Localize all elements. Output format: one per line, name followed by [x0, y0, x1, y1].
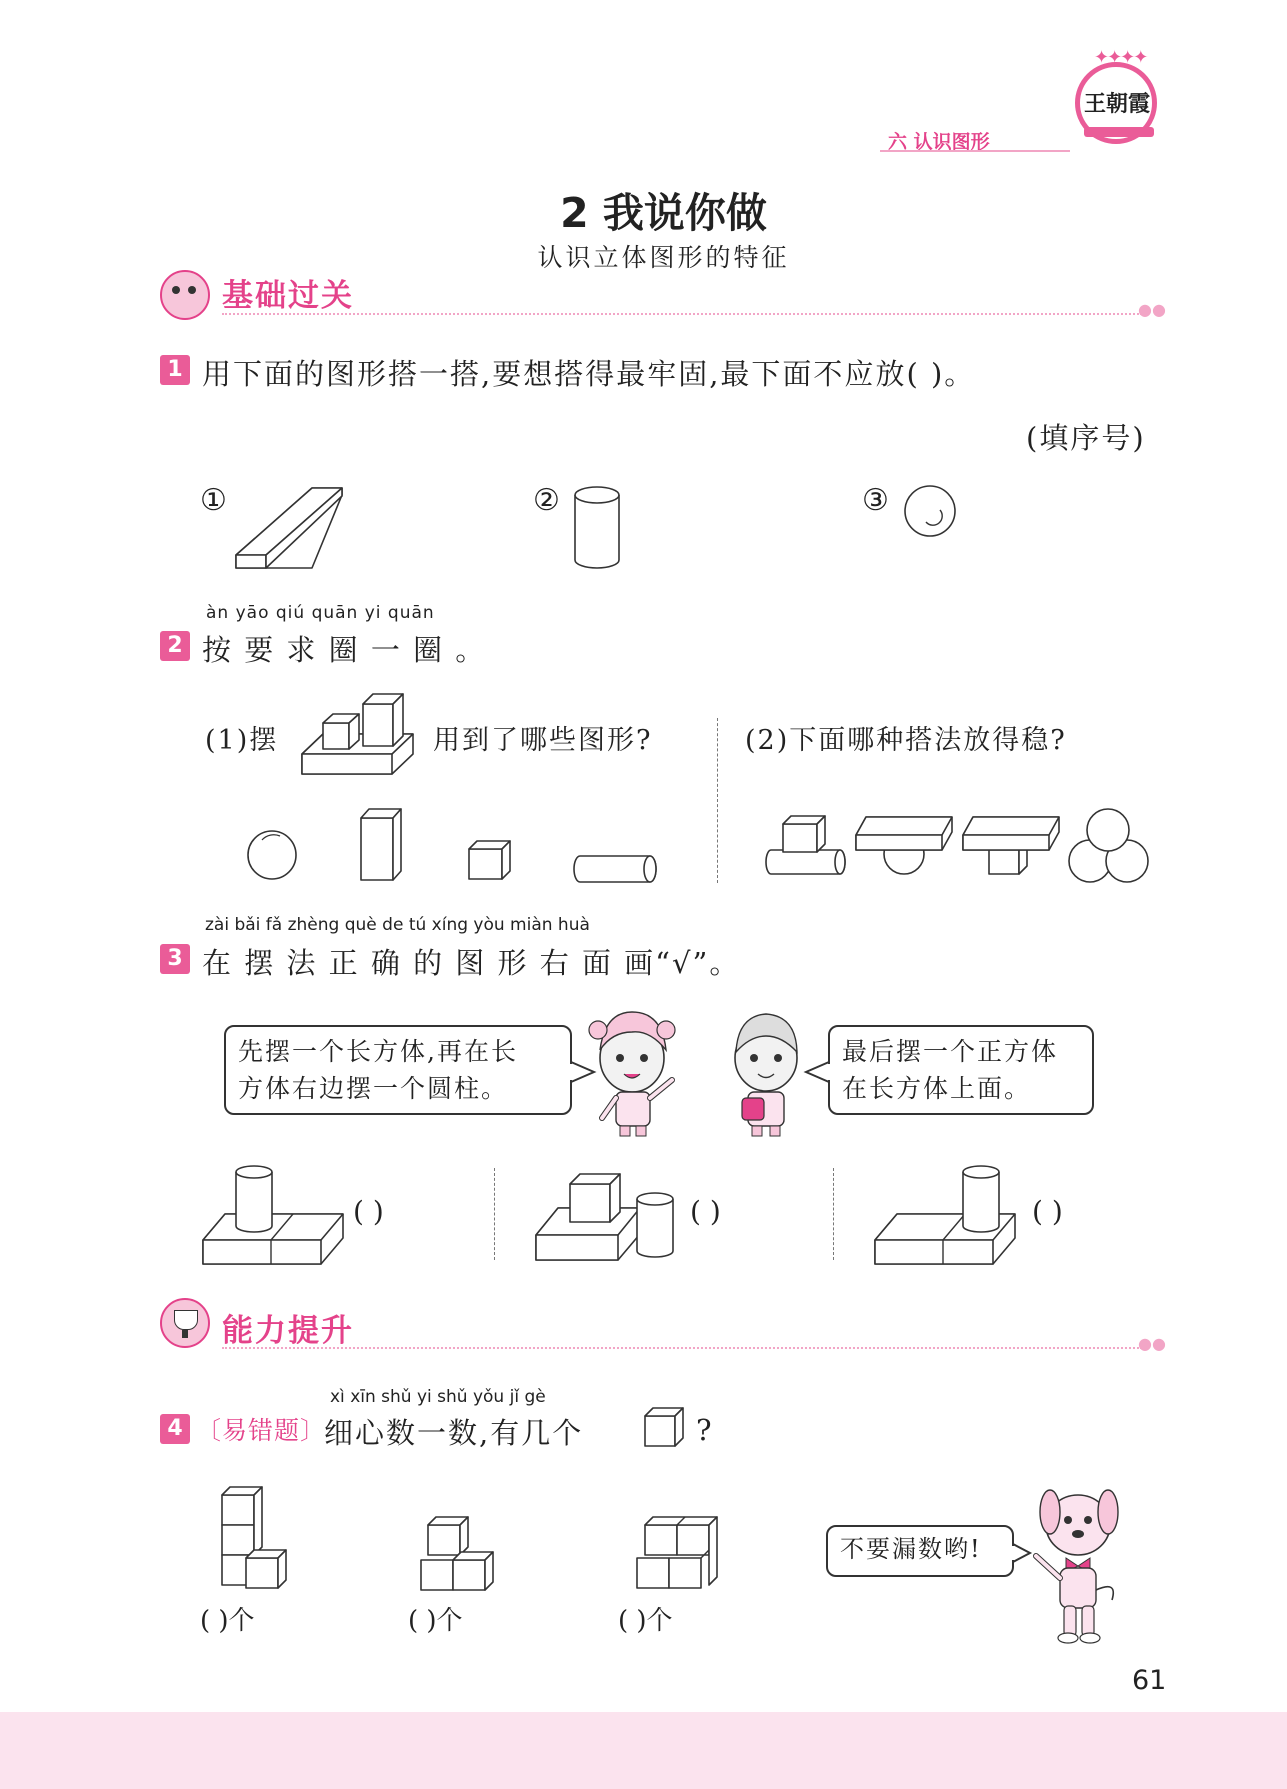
q4-question-mark: ? [696, 1413, 714, 1447]
q3-answer-2[interactable]: ( ) [690, 1195, 721, 1228]
header-underline [880, 150, 1070, 152]
q3-pinyin: zài bǎi fǎ zhèng què de tú xíng yòu miàn huà [205, 915, 590, 935]
q3-text: 在 摆 法 正 确 的 图 形 右 面 画“√”。 [202, 946, 741, 980]
q2-text: 按 要 求 圈 一 圈 。 [202, 633, 487, 667]
mascot-trophy-icon [160, 1298, 210, 1348]
logo-crown-icon: ✦✦✦✦ [1094, 47, 1147, 68]
q4-tag: 〔易错题〕 [196, 1416, 327, 1445]
q3-answer-1[interactable]: ( ) [353, 1195, 384, 1228]
question-number-3: 3 [160, 944, 190, 974]
q3-answer-3[interactable]: ( ) [1032, 1195, 1063, 1228]
boy-speech-bubble [828, 1025, 1094, 1115]
q1-option-3-label: ③ [862, 483, 889, 518]
question-number-1: 1 [160, 355, 190, 385]
q4-text: 细心数一数,有几个 [324, 1416, 584, 1450]
girl-speech-line-1: 先摆一个长方体,再在长 [238, 1037, 518, 1066]
q2-divider [717, 718, 718, 883]
girl-speech-bubble [224, 1025, 572, 1115]
question-number-2: 2 [160, 631, 190, 661]
section-divider-basic [222, 313, 1142, 315]
section-title-advanced: 能力提升 [222, 1313, 354, 1349]
boy-speech-line-2: 在长方体上面。 [842, 1074, 1032, 1103]
footer-band [0, 1712, 1287, 1789]
dog-speech-bubble [826, 1525, 1014, 1577]
q2-pinyin: àn yāo qiú quān yi quān [206, 603, 435, 623]
lesson-subtitle: 认识立体图形的特征 [537, 243, 790, 272]
q2-part1-prefix: (1)摆 [205, 725, 279, 756]
logo-ribbon [1084, 127, 1154, 137]
q3-divider-2 [833, 1168, 834, 1260]
section-title-basic: 基础过关 [222, 278, 354, 314]
section-divider-advanced [222, 1347, 1142, 1349]
question-number-4: 4 [160, 1414, 190, 1444]
lesson-title: 2 我说你做 [560, 189, 767, 237]
q4-answer-3[interactable]: ( )个 [618, 1606, 673, 1636]
dog-character-illustration [0, 0, 1, 1]
q2-part2-text: (2)下面哪种搭法放得稳? [745, 725, 1067, 756]
divider-dots-icon-2: ●● [1138, 1334, 1166, 1353]
boy-speech-line-1: 最后摆一个正方体 [842, 1037, 1059, 1066]
logo-text: 王朝霞 [1084, 91, 1151, 117]
q4-pinyin: xì xīn shǔ yi shǔ yǒu jǐ gè [330, 1387, 546, 1407]
q2-part1-suffix: 用到了哪些图形? [433, 725, 653, 756]
q3-divider-1 [494, 1168, 495, 1260]
page-number: 61 [1132, 1665, 1167, 1696]
girl-speech-line-2: 方体右边摆一个圆柱。 [238, 1074, 509, 1103]
dog-speech-text: 不要漏数哟! [840, 1535, 982, 1563]
mascot-avatar-icon [160, 270, 210, 320]
header-section-label: 六 认识图形 [888, 131, 990, 153]
q1-hint: (填序号) [1026, 421, 1146, 455]
q4-answer-1[interactable]: ( )个 [200, 1606, 255, 1636]
q1-option-2-label: ② [533, 483, 560, 518]
q4-answer-2[interactable]: ( )个 [408, 1606, 463, 1636]
q1-text: 用下面的图形搭一搭,要想搭得最牢固,最下面不应放( )。 [202, 357, 976, 391]
brand-logo [1075, 47, 1157, 144]
divider-dots-icon: ●● [1138, 300, 1166, 319]
q1-option-1-label: ① [200, 483, 227, 518]
